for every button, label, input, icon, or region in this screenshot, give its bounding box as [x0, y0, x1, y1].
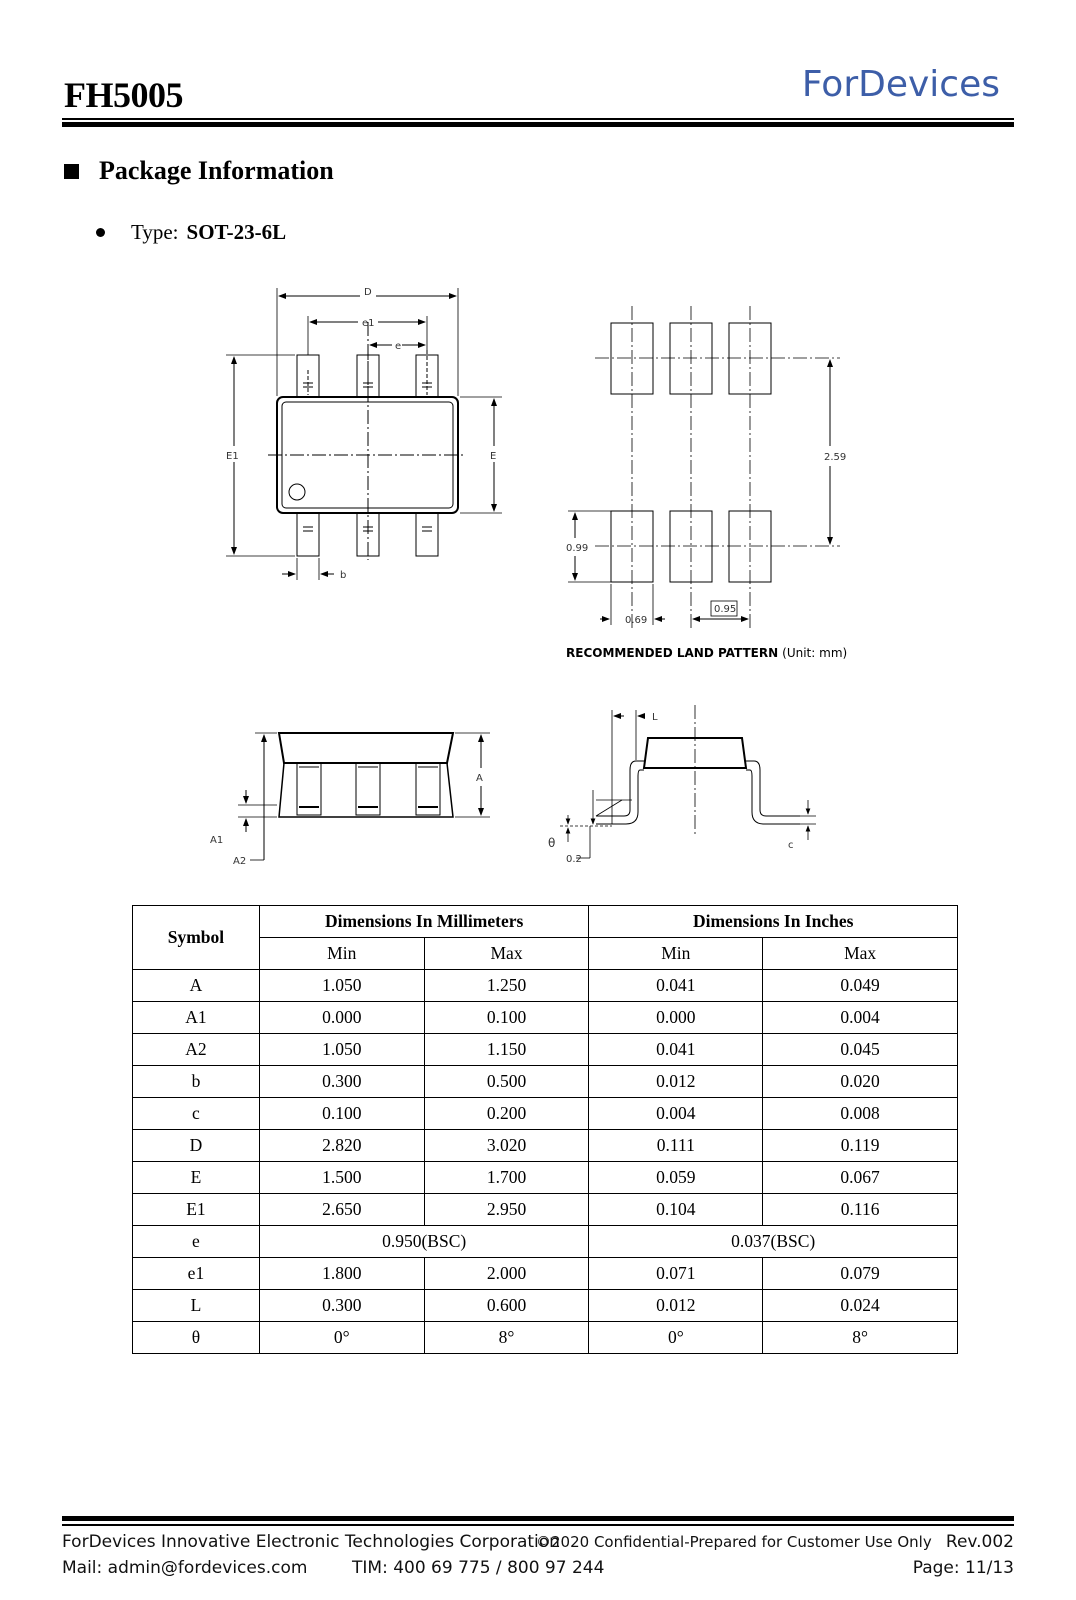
end-label-c: c	[788, 840, 794, 851]
cell-symbol: A	[133, 970, 260, 1002]
cell-symbol: D	[133, 1130, 260, 1162]
cell-mm-min: 1.500	[259, 1162, 424, 1194]
table-row	[133, 1002, 958, 1034]
dim-label-big-e1: E1	[226, 451, 239, 462]
brand-logo: ForDevices	[801, 64, 1000, 105]
cell-symbol: θ	[133, 1322, 260, 1354]
cell-in-min: 0.012	[589, 1290, 763, 1322]
land-pattern-view	[568, 306, 840, 630]
dim-label-d: D	[364, 287, 372, 298]
table-row	[133, 1194, 958, 1226]
type-value: SOT-23-6L	[186, 220, 287, 244]
footer-revision: Rev.002	[945, 1532, 1014, 1552]
cell-symbol: c	[133, 1098, 260, 1130]
cell-in-min: 0.041	[589, 970, 763, 1002]
cell-mm-max: 1.150	[424, 1034, 589, 1066]
land-caption-unit: (Unit: mm)	[782, 646, 848, 660]
end-label-gauge: 0.2	[566, 854, 582, 865]
header-inch: Dimensions In Inches	[589, 906, 958, 938]
header-in-min: Min	[589, 938, 763, 970]
cell-symbol: b	[133, 1066, 260, 1098]
land-pad-height: 0.99	[566, 543, 589, 554]
section-title: Package Information	[99, 156, 334, 185]
cell-in-min: 0.071	[589, 1258, 763, 1290]
cell-in-max: 0.119	[763, 1130, 958, 1162]
cell-mm-max: 8°	[424, 1322, 589, 1354]
header-mm-min: Min	[259, 938, 424, 970]
end-label-l: L	[652, 712, 658, 723]
table-row	[133, 1258, 958, 1290]
footer-page-number: Page: 11/13	[912, 1558, 1014, 1578]
side-label-a1: A1	[210, 835, 224, 846]
cell-in-min: 0.012	[589, 1066, 763, 1098]
cell-mm-max: 0.200	[424, 1098, 589, 1130]
header-mm: Dimensions In Millimeters	[259, 906, 589, 938]
cell-symbol: A1	[133, 1002, 260, 1034]
cell-mm-max: 1.700	[424, 1162, 589, 1194]
table-row	[133, 1098, 958, 1130]
cell-mm-min: 0.300	[259, 1290, 424, 1322]
cell-mm-min: 0.000	[259, 1002, 424, 1034]
cell-mm-min: 1.050	[259, 970, 424, 1002]
cell-symbol: E1	[133, 1194, 260, 1226]
table-row	[133, 970, 958, 1002]
cell-mm-max: 1.250	[424, 970, 589, 1002]
dim-label-big-e: E	[490, 451, 497, 462]
cell-mm-span: 0.950(BSC)	[259, 1226, 589, 1258]
cell-symbol: e1	[133, 1258, 260, 1290]
cell-in-max: 0.045	[763, 1034, 958, 1066]
cell-symbol: E	[133, 1162, 260, 1194]
cell-mm-min: 0.100	[259, 1098, 424, 1130]
cell-in-min: 0.111	[589, 1130, 763, 1162]
cell-mm-max: 3.020	[424, 1130, 589, 1162]
cell-in-max: 8°	[763, 1322, 958, 1354]
cell-symbol: A2	[133, 1034, 260, 1066]
cell-in-max: 0.067	[763, 1162, 958, 1194]
cell-in-min: 0°	[589, 1322, 763, 1354]
land-pitch-height: 2.59	[824, 452, 847, 463]
cell-in-min: 0.059	[589, 1162, 763, 1194]
header-in-max: Max	[763, 938, 958, 970]
cell-in-max: 0.020	[763, 1066, 958, 1098]
dim-label-e: e	[395, 341, 402, 352]
cell-mm-max: 2.000	[424, 1258, 589, 1290]
cell-mm-min: 2.650	[259, 1194, 424, 1226]
cell-in-min: 0.041	[589, 1034, 763, 1066]
cell-in-max: 0.024	[763, 1290, 958, 1322]
header-symbol: Symbol	[133, 906, 260, 970]
type-label: Type:	[131, 220, 179, 244]
table-row	[133, 1066, 958, 1098]
table-row	[133, 1162, 958, 1194]
footer-rule-thin	[62, 1524, 1014, 1526]
dim-label-b: b	[340, 570, 347, 581]
cell-in-max: 0.079	[763, 1258, 958, 1290]
cell-symbol: e	[133, 1226, 260, 1258]
cell-in-min: 0.000	[589, 1002, 763, 1034]
end-label-theta: θ	[548, 836, 556, 850]
cell-in-max: 0.116	[763, 1194, 958, 1226]
top-view	[226, 288, 502, 580]
table-row	[133, 1034, 958, 1066]
footer-phone: TIM: 400 69 775 / 800 97 244	[352, 1558, 605, 1578]
side-label-a2: A2	[233, 856, 247, 867]
cell-in-max: 0.049	[763, 970, 958, 1002]
cell-mm-min: 2.820	[259, 1130, 424, 1162]
land-pattern-caption	[566, 646, 847, 660]
dim-label-e1: e1	[362, 318, 375, 329]
footer-copyright: ©2020 Confidential-Prepared for Customer Use Only	[536, 1533, 932, 1551]
cell-mm-max: 0.100	[424, 1002, 589, 1034]
cell-mm-min: 1.050	[259, 1034, 424, 1066]
cell-mm-max: 0.600	[424, 1290, 589, 1322]
land-caption-bold: RECOMMENDED LAND PATTERN	[566, 646, 779, 660]
table-row	[133, 1290, 958, 1322]
cell-mm-max: 0.500	[424, 1066, 589, 1098]
cell-mm-min: 0°	[259, 1322, 424, 1354]
footer-rule-thick	[62, 1516, 1014, 1521]
cell-mm-min: 1.800	[259, 1258, 424, 1290]
end-view	[560, 705, 816, 858]
cell-mm-min: 0.300	[259, 1066, 424, 1098]
cell-in-span: 0.037(BSC)	[589, 1226, 958, 1258]
part-number: FH5005	[64, 75, 183, 115]
dimensions-table	[132, 905, 958, 1354]
cell-in-max: 0.008	[763, 1098, 958, 1130]
side-view	[238, 733, 490, 860]
cell-in-min: 0.004	[589, 1098, 763, 1130]
cell-mm-max: 2.950	[424, 1194, 589, 1226]
land-pad-width: 0.69	[625, 615, 648, 626]
footer-company: ForDevices Innovative Electronic Technologies Corporation	[62, 1532, 560, 1552]
side-label-a: A	[476, 773, 483, 784]
cell-in-min: 0.104	[589, 1194, 763, 1226]
table-row	[133, 1130, 958, 1162]
table-row	[133, 1322, 958, 1354]
cell-in-max: 0.004	[763, 1002, 958, 1034]
table-row	[133, 1226, 958, 1258]
footer-mail: Mail: admin@fordevices.com	[62, 1558, 308, 1578]
land-pitch: 0.95	[714, 604, 737, 615]
header-mm-max: Max	[424, 938, 589, 970]
cell-symbol: L	[133, 1290, 260, 1322]
